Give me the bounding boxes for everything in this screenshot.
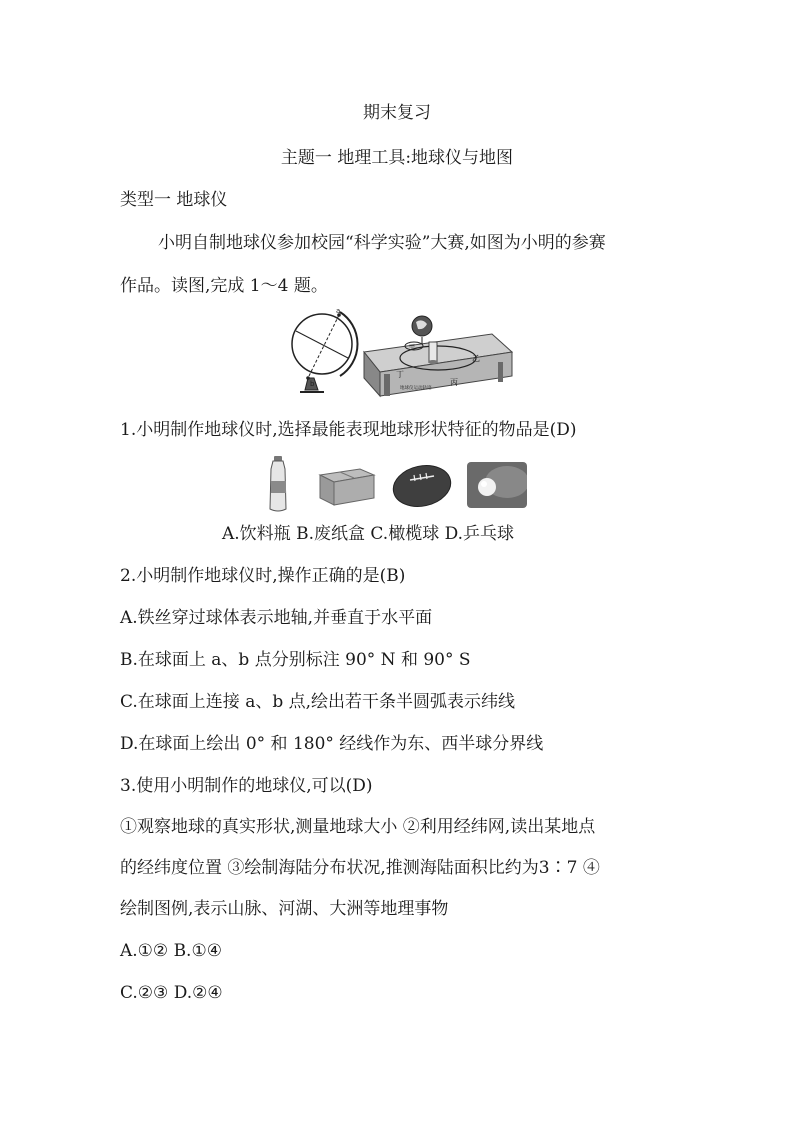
label-yi: 乙 (472, 354, 480, 363)
question-3-options-row2: C.②③ D.②④ (120, 983, 223, 1003)
label-orbit-caption: 地球仪运动轨迹 (400, 386, 432, 391)
question-3-stem: 3.使用小明制作的地球仪,可以(D) (120, 776, 373, 796)
ping-pong-ball-image (467, 462, 527, 508)
page-subtitle: 主题一 地理工具:地球仪与地图 (280, 148, 514, 168)
globe-figure (288, 306, 514, 398)
label-jia: 甲 (409, 344, 416, 351)
question-2-option-c: C.在球面上连接 a、b 点,绘出若干条半圆弧表示纬线 (120, 692, 516, 712)
section-heading: 类型一 地球仪 (120, 190, 228, 210)
question-3-statements-line1: ①观察地球的真实形状,测量地球大小 ②利用经纬网,读出某地点 (120, 817, 596, 837)
page-title: 期末复习 (363, 103, 431, 123)
homemade-globe (292, 307, 358, 392)
question-1-stem: 1.小明制作地球仪时,选择最能表现地球形状特征的物品是(D) (120, 420, 577, 440)
intro-paragraph-line1: 小明自制地球仪参加校园“科学实验”大赛,如图为小明的参赛 (158, 233, 606, 253)
label-b: b (310, 380, 315, 388)
question-2-stem: 2.小明制作地球仪时,操作正确的是(B) (120, 566, 406, 586)
bottle-image (266, 455, 290, 513)
label-a: a (336, 307, 341, 315)
intro-paragraph-line2: 作品。读图,完成 1～4 题。 (120, 276, 328, 296)
label-bing: 丙 (450, 378, 458, 387)
table-orbit (364, 316, 512, 396)
question-2-option-d: D.在球面上绘出 0° 和 180° 经线作为东、西半球分界线 (120, 734, 544, 754)
cardboard-box-image (318, 465, 376, 507)
question-2-option-a: A.铁丝穿过球体表示地轴,并垂直于水平面 (120, 608, 433, 628)
question-3-statements-line3: 绘制图例,表示山脉、河湖、大洲等地理事物 (120, 899, 449, 919)
question-2-option-b: B.在球面上 a、b 点分别标注 90° N 和 90° S (120, 650, 471, 670)
rugby-ball-image (392, 462, 452, 510)
question-3-statements-line2: 的经纬度位置 ③绘制海陆分布状况,推测海陆面积比约为3∶7 ④ (120, 858, 600, 878)
question-1-options: A.饮料瓶 B.废纸盒 C.橄榄球 D.乒乓球 (222, 524, 515, 544)
label-ding: 丁 (396, 370, 404, 379)
question-3-options-row1: A.①② B.①④ (120, 941, 222, 961)
